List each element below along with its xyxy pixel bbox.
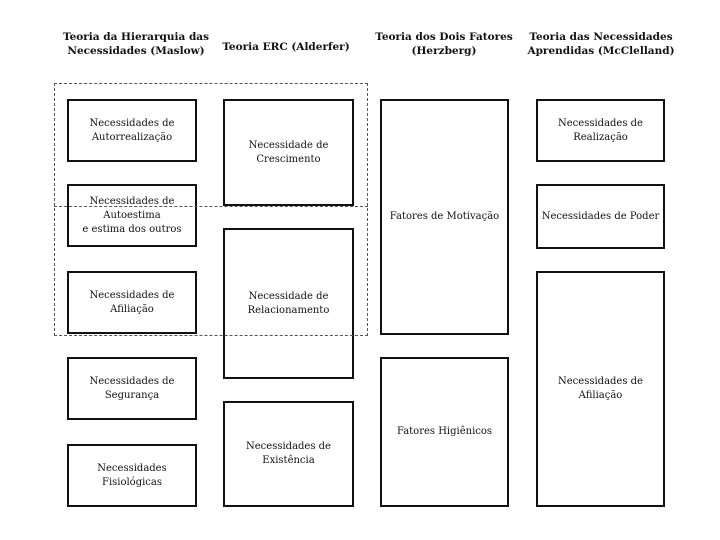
mcclelland-affiliation-box: Necessidades de Afiliação (536, 271, 665, 507)
alderfer-header: Teoria ERC (Alderfer) (222, 41, 350, 53)
herzberg-motivation-box: Fatores de Motivação (380, 99, 509, 335)
maslow-header: Teoria da Hierarquia das Necessidades (Maslow) (62, 31, 209, 57)
mcclelland-achievement-box: Necessidades de Realização (536, 99, 665, 162)
alderfer-relatedness-box: Necessidade de Relacionamento (223, 228, 354, 379)
mcclelland-header: Teoria das Necessidades Aprendidas (McClelland) (527, 31, 675, 57)
maslow-safety-box: Necessidades de Segurança (67, 357, 197, 420)
maslow-self-actualization-box: Necessidades de Autorrealização (67, 99, 197, 162)
maslow-physiological-box: Necessidades Fisiológicas (67, 444, 197, 507)
alderfer-existence-box: Necessidades de Existência (223, 401, 354, 507)
herzberg-hygiene-box: Fatores Higiênicos (380, 357, 509, 507)
mcclelland-power-box: Necessidades de Poder (536, 184, 665, 249)
herzberg-header: Teoria dos Dois Fatores (Herzberg) (375, 31, 513, 57)
alderfer-growth-box: Necessidade de Crescimento (223, 99, 354, 206)
maslow-esteem-box: Necessidades de Autoestima e estima dos outros (67, 184, 197, 247)
maslow-affiliation-box: Necessidades de Afiliação (67, 271, 197, 334)
